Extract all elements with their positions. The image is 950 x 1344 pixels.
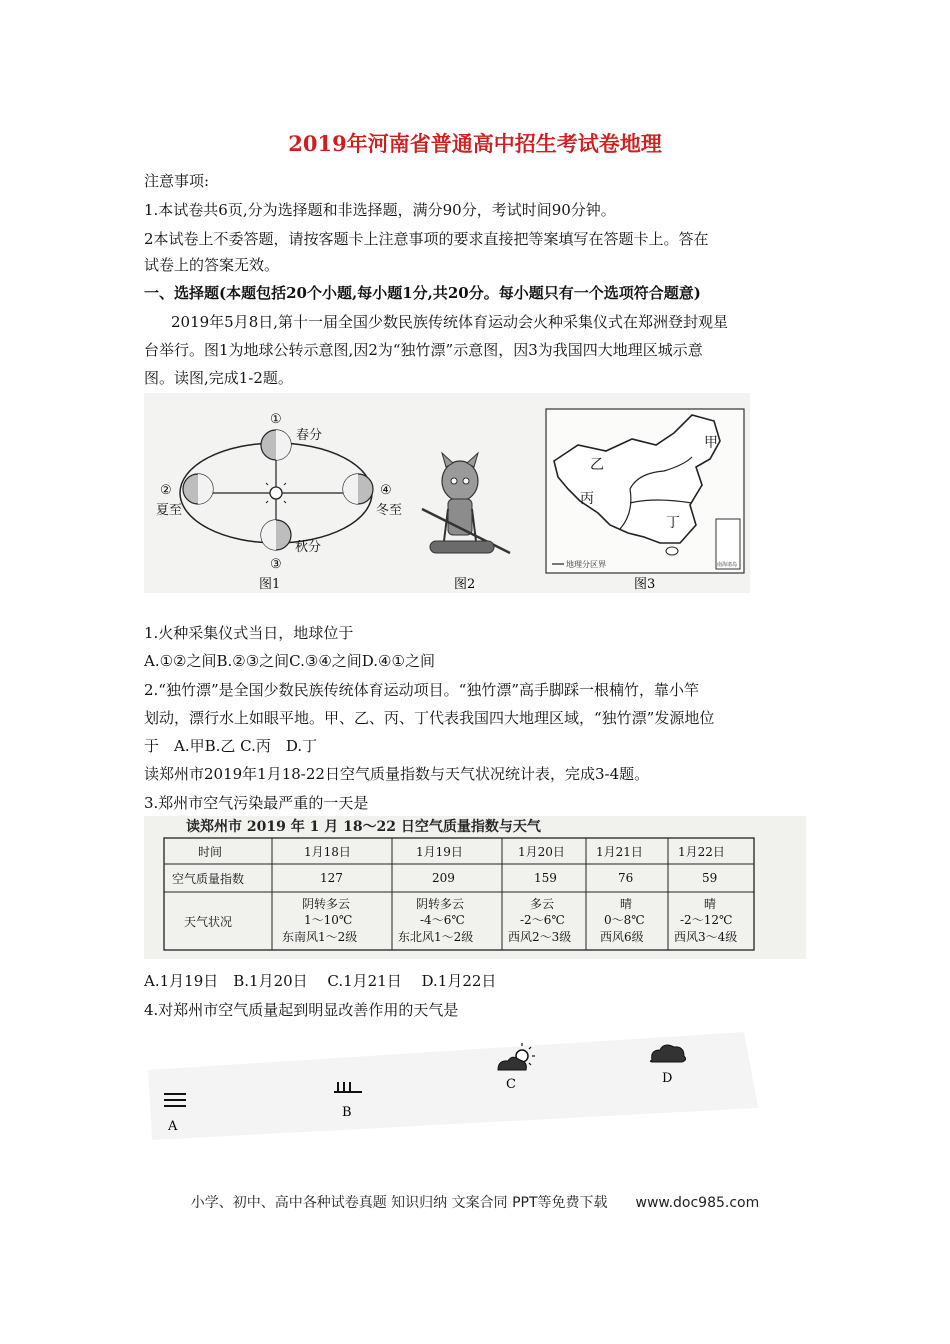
table-cell-temp: -2～6℃ <box>520 913 565 927</box>
question-2-line-3: 于 A.甲B.乙 C.丙 D.丁 <box>144 737 318 755</box>
table-cell-temp: -2～12℃ <box>680 913 733 927</box>
region-label-ding: 丁 <box>666 515 680 531</box>
read-instruction-3-4: 读郑州市2019年1月18-22日空气质量指数与天气状况统计表，完成3-4题。 <box>144 765 650 783</box>
table-cell-wind: 西风3～4级 <box>674 930 738 944</box>
table-caption: 读郑州市 2019 年 1 月 18～22 日空气质量指数与天气 <box>186 819 541 835</box>
notice-heading: 注意事项: <box>144 172 210 190</box>
orbit-position-2: ② <box>160 483 172 498</box>
page-footer: 小学、初中、高中各种试卷真题 知识归纳 文案合同 PPT等免费下载 www.doc985.com <box>190 1195 760 1211</box>
figure-strip <box>144 393 750 593</box>
symbol-label-d: D <box>662 1071 673 1086</box>
table-cell-date: 1月20日 <box>518 845 565 859</box>
row-label-aqi: 空气质量指数 <box>172 872 245 886</box>
table-cell-weather: 阴转多云 <box>416 897 465 911</box>
table-cell-wind: 西风2～3级 <box>508 930 572 944</box>
notice-item-2b: 试卷上的答案无效。 <box>144 256 280 274</box>
page-title: 2019年河南省普通高中招生考试卷地理 <box>288 131 662 156</box>
region-label-jia: 甲 <box>704 435 718 451</box>
table-cell-date: 1月21日 <box>596 845 643 859</box>
row-label-time: 时间 <box>198 845 223 859</box>
question-1: 1.火种采集仪式当日，地球位于 <box>144 624 354 642</box>
figure-1-caption: 图1 <box>259 577 281 592</box>
table-cell-weather: 晴 <box>704 897 717 911</box>
table-cell-wind: 东南风1～2级 <box>282 930 358 944</box>
orbit-season-1: 春分 <box>296 428 323 443</box>
symbol-label-b: B <box>342 1105 352 1120</box>
notice-item-2a: 2本试卷上不委答题，请按客题卡上注意事项的要求直接把等案填写在答题卡上。答在 <box>144 230 709 248</box>
orbit-season-4: 冬至 <box>376 503 403 518</box>
notice-item-1: 1.本试卷共6页,分为选择题和非选择题，满分90分，考试时间90分钟。 <box>144 201 616 219</box>
question-3: 3.郑州市空气污染最严重的一天是 <box>144 794 369 812</box>
orbit-season-3: 秋分 <box>295 540 322 555</box>
weather-symbols <box>146 1030 760 1142</box>
orbit-position-3: ③ <box>270 557 282 572</box>
question-2-line-1: 2.“独竹漂”是全国少数民族传统体育运动项目。“独竹漂”高手脚踩一根楠竹，靠小竿 <box>144 681 699 699</box>
question-3-options: A.1月19日 B.1月20日 C.1月21日 D.1月22日 <box>144 972 497 990</box>
table-cell-temp: 1～10℃ <box>304 913 353 927</box>
table-cell-date: 1月19日 <box>416 845 463 859</box>
region-label-bing: 丙 <box>580 491 594 507</box>
south-sea-inset-label: 南海诸岛 <box>717 562 738 568</box>
sun-icon <box>270 487 282 499</box>
table-cell-aqi: 209 <box>432 871 455 885</box>
intro-line-1: 2019年5月8日,第十一届全国少数民族传统体育运动会火种采集仪式在郑洲登封观星 <box>171 313 729 331</box>
section-heading: 一、选择题(本题包括20个小题,每小题1分,共20分。每小题只有一个选项符合题意) <box>144 284 701 302</box>
figure-1-orbit <box>156 412 402 592</box>
table-cell-weather: 阴转多云 <box>302 897 351 911</box>
table-cell-temp: -4～6℃ <box>420 913 465 927</box>
table-cell-aqi: 127 <box>320 871 343 885</box>
table-cell-aqi: 76 <box>618 871 634 885</box>
table-cell-date: 1月18日 <box>304 845 351 859</box>
table-cell-weather: 多云 <box>530 897 555 911</box>
question-1-options: A.①②之间B.②③之间C.③④之间D.④①之间 <box>144 652 435 670</box>
question-2-line-2: 划动，漂行水上如眼平地。甲、乙、丙、丁代表我国四大地理区域，“独竹漂”发源地位 <box>144 709 715 727</box>
table-cell-temp: 0～8℃ <box>604 913 645 927</box>
orbit-position-4: ④ <box>380 483 392 498</box>
row-label-weather: 天气状况 <box>184 915 233 929</box>
symbol-label-a: A <box>168 1119 178 1134</box>
orbit-position-1: ① <box>270 412 282 427</box>
intro-line-3: 图。读图,完成1-2题。 <box>144 369 293 387</box>
table-cell-wind: 东北风1～2级 <box>398 930 474 944</box>
figure-2-bamboo-rafting <box>422 453 510 592</box>
question-4: 4.对郑州市空气质量起到明显改善作用的天气是 <box>144 1001 459 1019</box>
map-legend: 地理分区界 <box>566 560 606 569</box>
symbol-label-c: C <box>506 1077 516 1092</box>
table-cell-date: 1月22日 <box>678 845 725 859</box>
aqi-weather-table <box>144 816 806 959</box>
figure-svg <box>144 393 750 593</box>
table-cell-aqi: 159 <box>534 871 557 885</box>
table-cell-aqi: 59 <box>702 871 718 885</box>
figure-3-china-map <box>546 409 744 592</box>
orbit-season-2: 夏至 <box>156 503 183 518</box>
region-label-yi: 乙 <box>590 457 604 473</box>
table-cell-weather: 晴 <box>620 897 633 911</box>
table-cell-wind: 西风6级 <box>600 930 644 944</box>
figure-2-caption: 图2 <box>454 577 476 592</box>
intro-line-2: 台举行。图1为地球公转示意图,因2为“独竹漂”示意图，因3为我国四大地理区城示意 <box>144 341 703 359</box>
figure-3-caption: 图3 <box>634 577 656 592</box>
